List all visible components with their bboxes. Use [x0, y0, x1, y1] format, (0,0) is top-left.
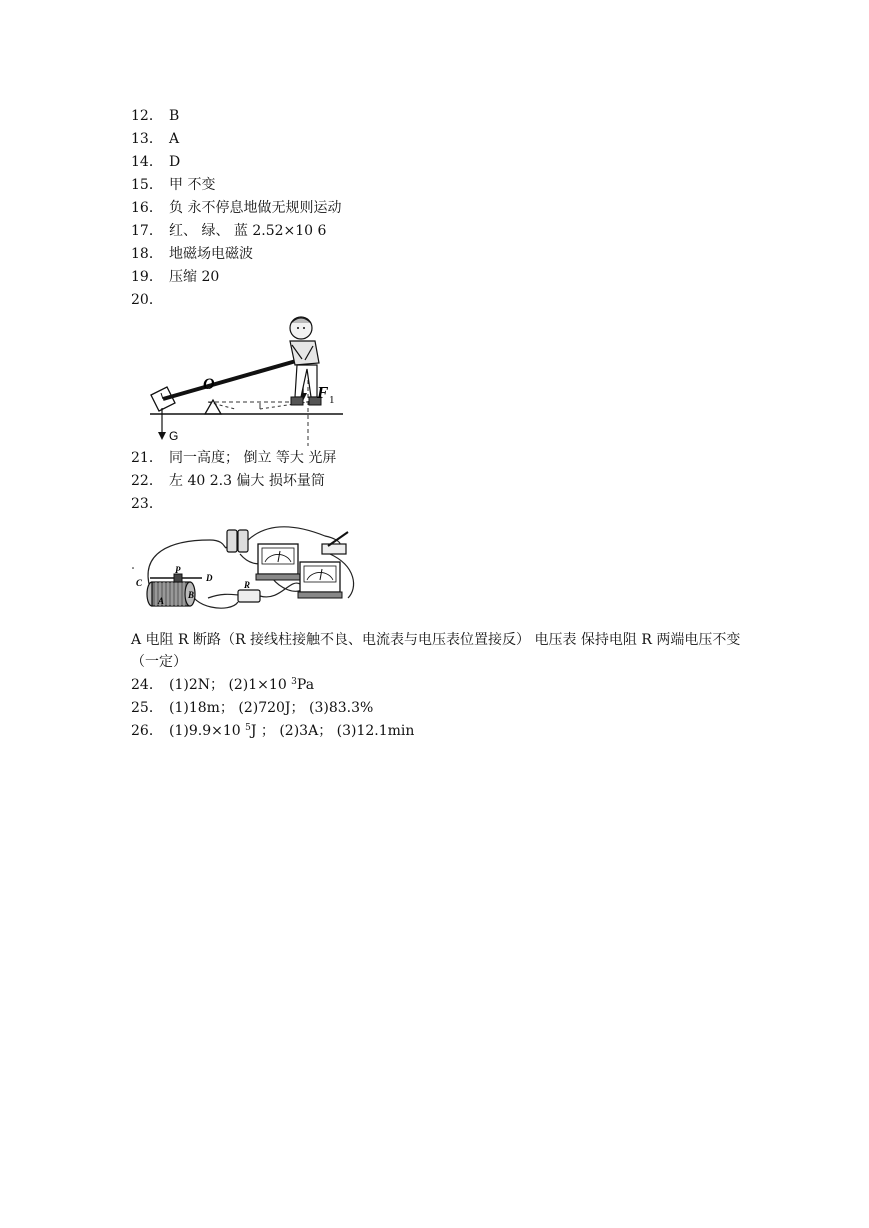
question-number: 15．	[131, 177, 163, 193]
answer-line-22	[131, 470, 325, 492]
answer-text: A	[169, 131, 180, 147]
question-number: 20．	[131, 292, 163, 308]
question-number: 23．	[131, 496, 163, 512]
question-number: 13．	[131, 131, 163, 147]
answer-line-14	[131, 151, 180, 173]
question-number: 16．	[131, 200, 163, 216]
label-r: R	[244, 580, 251, 590]
exponent: 3	[291, 677, 297, 687]
answer-part: (1)2N； (2)1×10	[169, 677, 292, 693]
label-g: G	[169, 429, 179, 443]
label-p: P	[175, 565, 181, 575]
question-number: 22．	[131, 473, 163, 489]
label-a: A	[158, 596, 165, 606]
answer-line-24	[131, 674, 314, 696]
question-number: 19．	[131, 269, 163, 285]
answer-line-15	[131, 174, 215, 196]
question-number: 24．	[131, 677, 163, 693]
answer-line-21	[131, 447, 336, 469]
answer-text: 红、 绿、 蓝 2.52×10 6	[169, 223, 327, 239]
answer-line-20	[131, 289, 169, 311]
answer-line-26	[131, 720, 414, 742]
label-d: D	[206, 573, 213, 583]
answer-part: J ； (2)3A； (3)12.1min	[250, 723, 415, 739]
label-f-sub: 1	[329, 394, 335, 406]
label-c: C	[136, 578, 143, 588]
lever-diagram	[145, 313, 345, 446]
answer-text: (1)18m； (2)720J； (3)83.3%	[169, 700, 374, 716]
question-number: 12．	[131, 108, 163, 124]
exponent: 5	[245, 723, 251, 733]
label-b: B	[188, 590, 195, 600]
circuit-diagram	[130, 518, 360, 622]
answer-line-19	[131, 266, 219, 288]
answer-text: 负 永不停息地做无规则运动	[169, 200, 342, 216]
answer-line-17	[131, 220, 326, 242]
answer-text: 左 40 2.3 偏大 损坏量筒	[169, 473, 325, 489]
label-o: O	[203, 376, 215, 393]
answer-line-18	[131, 243, 253, 265]
answer-text: 甲 不变	[169, 177, 216, 193]
answer-text: 地磁场电磁波	[169, 246, 253, 262]
answer-text: B	[169, 108, 180, 124]
q23-explanation: A 电阻 R 断路（R 接线柱接触不良、电流表与电压表位置接反） 电压表 保持电阻 R 两端电压不变（一定）	[131, 632, 741, 670]
question-number: 18．	[131, 246, 163, 262]
answer-line-25	[131, 697, 373, 719]
question-number: 26．	[131, 723, 163, 739]
answer-line-12	[131, 105, 179, 127]
answer-part: (1)9.9×10	[169, 723, 246, 739]
answer-text: 同一高度； 倒立 等大 光屏	[169, 450, 337, 466]
label-f: F	[317, 383, 329, 402]
answer-text	[169, 674, 314, 696]
question-number: 17．	[131, 223, 163, 239]
answer-line-13	[131, 128, 179, 150]
answer-part: Pa	[296, 677, 315, 693]
question-number: 14．	[131, 154, 163, 170]
question-number: 25．	[131, 700, 163, 716]
answer-text: D	[169, 154, 181, 170]
answer-text	[169, 720, 414, 742]
question-number: 21．	[131, 450, 163, 466]
answer-line-23	[131, 493, 169, 515]
answer-text: 压缩 20	[169, 269, 220, 285]
answer-line-16	[131, 197, 341, 219]
